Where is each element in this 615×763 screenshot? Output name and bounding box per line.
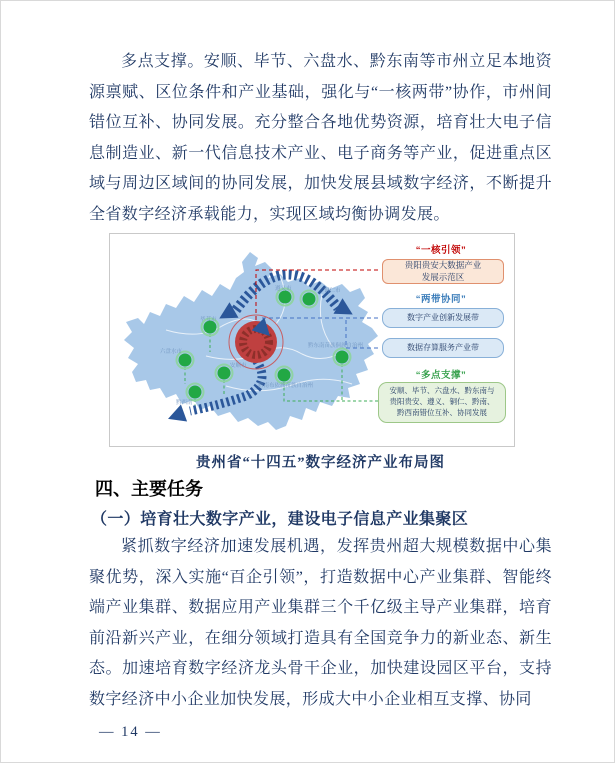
- legend-box-points: 安顺、毕节、六盘水、黔东南与贵阳贵安、遵义、铜仁、黔南、黔西南错位互补、协同发展: [378, 382, 506, 423]
- legend-title-points: “多点支撑”: [415, 370, 467, 381]
- city-label-anshun: 安顺市: [230, 363, 247, 369]
- legend-title-core: “一核引领”: [415, 245, 467, 256]
- city-label-qiandongnan: 黔东南苗族侗族自治州: [308, 343, 364, 349]
- city-label-liupanshui: 六盘水市: [160, 349, 183, 355]
- paragraph-multi-point-support: 多点支撑。安顺、毕节、六盘水、黔东南等市州立足本地资源禀赋、区位条件和产业基础，强化与“一核两带”协作，市州间错位互补、协同发展。充分整合各地优势资源，培育壮大电子信息制造业、新一代信息技术产业、电子商务等产业，促进重点区域与周边区域间的协同发展，加快发展县域数字经济，不断提升全省数字经济承载能力，实现区域均衡协调发展。: [89, 53, 552, 223]
- page-content: [1, 1, 614, 741]
- legend-box-core: 贵阳贵安大数据产业发展示范区: [382, 259, 504, 284]
- figure-caption: 贵州省“十四五”数字经济产业布局图: [196, 455, 445, 471]
- section-heading-main-tasks: 四、主要任务: [95, 479, 203, 499]
- city-dot-qiandongnan: [334, 349, 351, 366]
- city-label-tongren: 铜仁市: [324, 288, 341, 294]
- legend-box-belt-innovation: 数字产业创新发展带: [382, 308, 504, 328]
- page-number: — 14 —: [99, 724, 162, 740]
- city-label-qiannan: 黔南布依族苗族自治州: [258, 383, 314, 389]
- city-label-zunyi: 遵义市: [275, 286, 292, 292]
- subsection-heading-digital-industry: （一）培育壮大数字产业，建设电子信息产业集聚区: [91, 511, 469, 528]
- legend-title-belts: “两带协同”: [415, 294, 467, 305]
- city-dot-qiannan: [276, 367, 293, 384]
- legend-box-belt-data-storage: 数据存算服务产业带: [382, 338, 504, 358]
- city-dot-qianxinan: [187, 384, 204, 401]
- city-label-bijie: 毕节市: [200, 317, 217, 323]
- paragraph-digital-industry-body: 紧抓数字经济加速发展机遇，发挥贵州超大规模数据中心集聚优势，深入实施“百企引领”，打造数据中心产业集群、智能终端产业集群、数据应用产业集群三个千亿级主导产业集群，培育前沿新兴产业，在细分领域打造具有全国竞争力的新业态、新生态。加速培育数字经济龙头骨干企业，加快建设园区平台，支持数字经济中小企业加快发展，形成大中小企业相互支撑、协同: [89, 538, 552, 708]
- city-dot-tongren: [301, 291, 318, 308]
- city-label-qianxinan: 黔西南: [176, 400, 193, 406]
- figure-guizhou-industry-layout-map: [109, 233, 515, 447]
